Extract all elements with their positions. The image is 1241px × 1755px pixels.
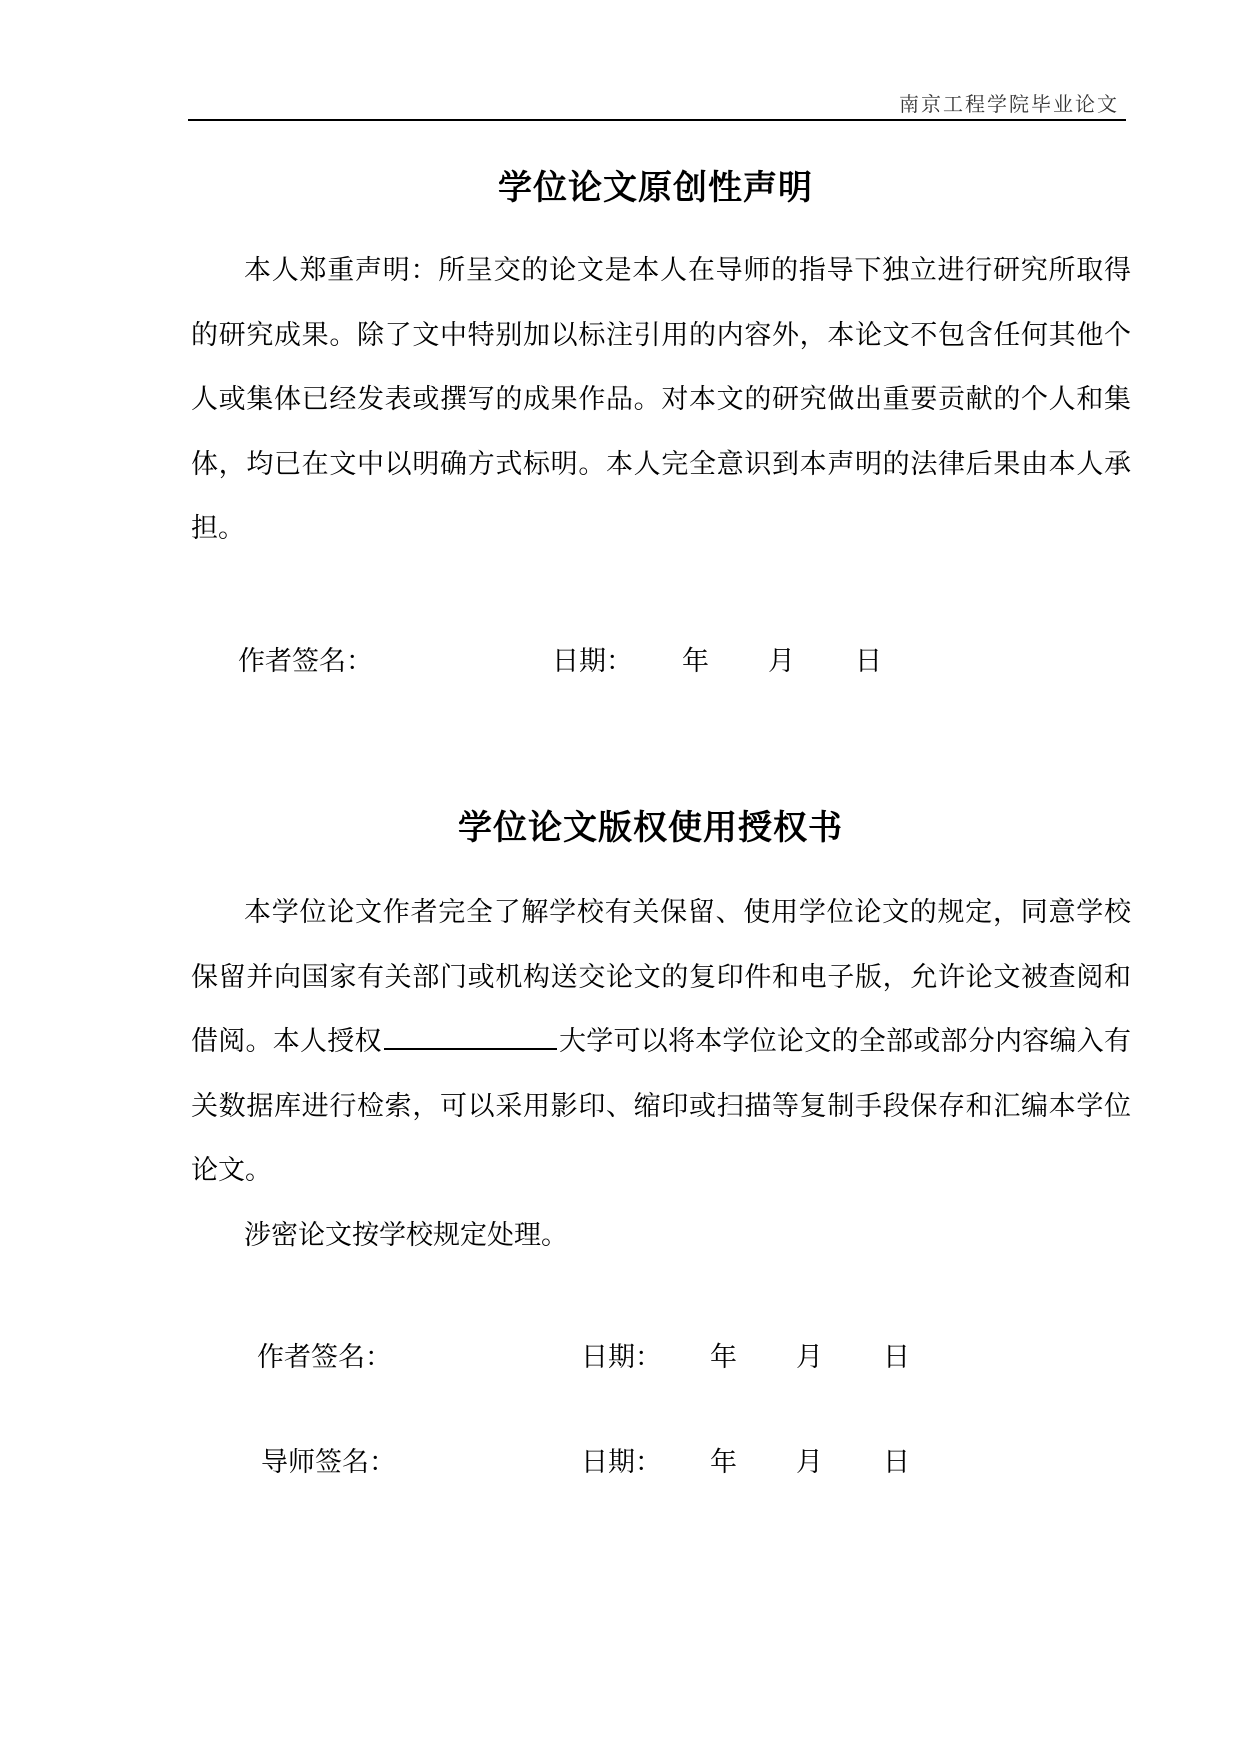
university-name-blank [384,1021,557,1050]
year-label: 年 [710,1342,737,1373]
running-header: 南京工程学院毕业论文 [899,92,1119,116]
authorization-text-part2: 大学可以将本学位论文的全部或部分内容编入有关数据库进行检索，可以采用影印、缩印或扫描等复制手段保存和汇编本学位论文。 [191,1026,1131,1186]
day-label: 日 [883,1447,910,1478]
month-label: 月 [796,1342,823,1373]
advisor-signature-label: 导师签名： [261,1447,396,1478]
authorization-text-part1: 本学位论文作者完全了解学校有关保留、使用学位论文的规定，同意学校保留并向国家有关部门或机构送交论文的复印件和电子版，允许论文被查阅和借阅。本人授权 [191,897,1131,1057]
day-label: 日 [883,1342,910,1373]
month-label: 月 [768,646,795,677]
copyright-title: 学位论文版权使用授权书 [458,808,843,848]
copyright-authorization-text [191,881,1131,1204]
originality-statement: 本人郑重声明：所呈交的论文是本人在导师的指导下独立进行研究所取得的研究成果。除了文中特别加以标注引用的内容外，本论文不包含任何其他个人或集体已经发表或撰写的成果作品。对本文的研究做出重要贡献的个人和集体，均已在文中以明确方式标明。本人完全意识到本声明的法律后果由本人承担。 [191,255,1131,544]
date-label: 日期： [581,1342,662,1373]
header-divider [188,119,1126,121]
year-label: 年 [682,646,709,677]
classified-thesis-note: 涉密论文按学校规定处理。 [244,1220,568,1251]
originality-title: 学位论文原创性声明 [498,168,813,208]
month-label: 月 [796,1447,823,1478]
year-label: 年 [710,1447,737,1478]
date-label: 日期： [552,646,633,677]
day-label: 日 [855,646,882,677]
author-signature-label: 作者签名： [257,1342,392,1373]
date-label: 日期： [581,1447,662,1478]
author-signature-label: 作者签名： [238,646,373,677]
